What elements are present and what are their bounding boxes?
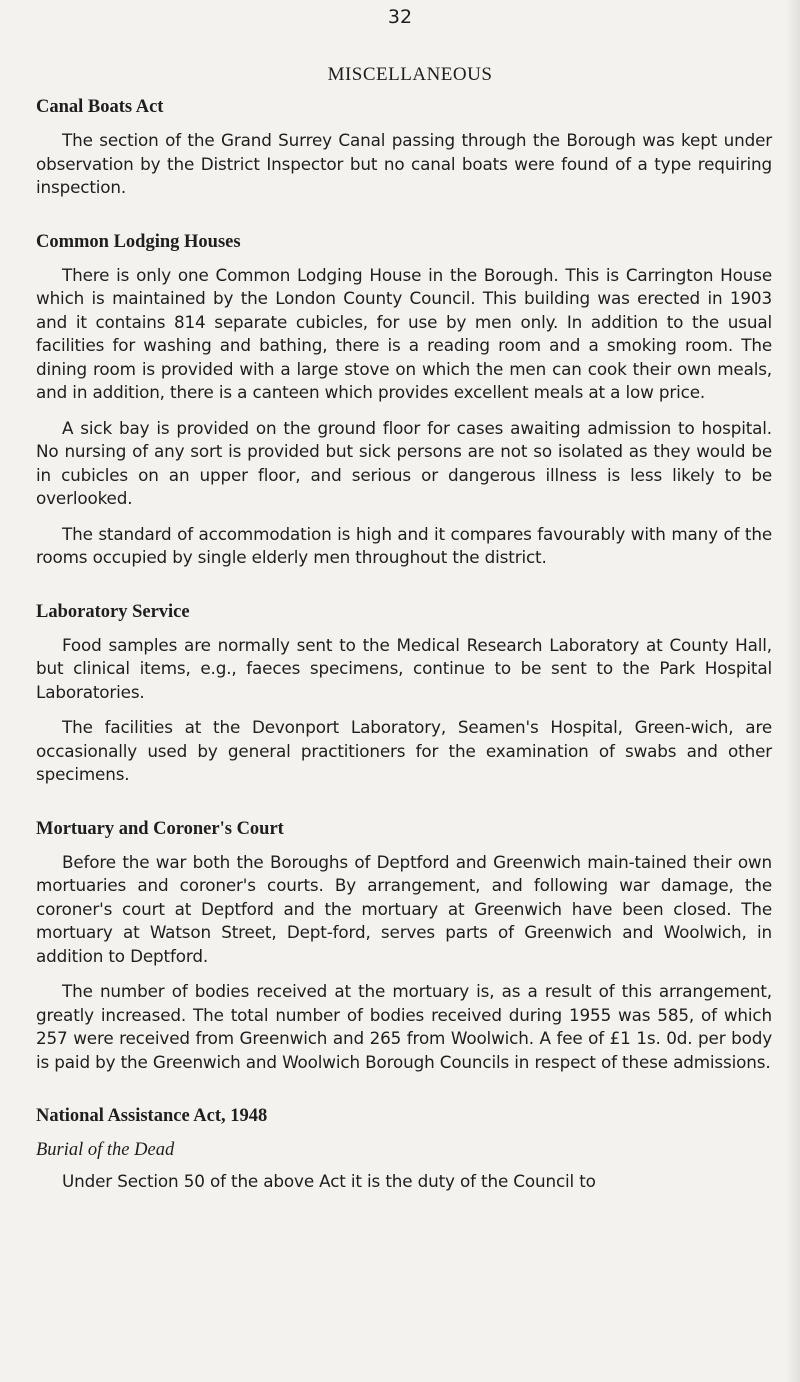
paragraph: A sick bay is provided on the ground floor for cases awaiting admission to hospital. No nursing of any sort is provided but sick persons are not so isolated as they would be in cubicles on an upper floor, and serious or dangerous illness is less likely to be overlooked.: [36, 417, 772, 508]
paragraph: The number of bodies received at the mortuary is, as a result of this arrangement, greatly increased. The total number of bodies received during 1955 was 585, of which 257 were received from Greenwich and 265 from Woolwich. A fee of £1 1s. 0d. per body is paid by the Greenwich and Woolwich Borough Councils in respect of these admissions.: [36, 981, 772, 1072]
section-laboratory-service: [36, 600, 772, 787]
paragraph: Food samples are normally sent to the Medical Research Laboratory at County Hall, but clinical items, e.g., faeces specimens, continue to be sent to the Park Hospital Laboratories.: [36, 634, 772, 702]
section-heading: Canal Boats Act: [36, 97, 164, 117]
paragraph: There is only one Common Lodging House in the Borough. This is Carrington House which is maintained by the London County Council. This building was erected in 1903 and it contains 814 separate cubicles, for use by men only. In addition to the usual facilities for washing and bathing, there is a reading room and a smoking room. The dining room is provided with a large stove on which the men can cook their own meals, and in addition, there is a canteen which provides excellent meals at a low price.: [36, 264, 772, 402]
section-common-lodging-houses: [36, 230, 772, 570]
page-title: MISCELLANEOUS: [327, 64, 493, 85]
section-heading: Common Lodging Houses: [36, 231, 241, 252]
paragraph: The standard of accommodation is high and it compares favourably with many of the rooms occupied by single elderly men throughout the district.: [36, 523, 772, 567]
section-heading: National Assistance Act, 1948: [36, 1106, 268, 1126]
section-national-assistance-act: [36, 1104, 772, 1194]
paragraph: Under Section 50 of the above Act it is the duty of the Council to: [62, 1171, 596, 1191]
section-heading: Laboratory Service: [36, 601, 190, 622]
page-number: 32: [387, 6, 413, 28]
page-edge-shadow: [786, 0, 800, 1382]
paragraph: The facilities at the Devonport Laboratory, Seamen's Hospital, Green-wich, are occasionally used by general practitioners for the examination of swabs and other specimens.: [36, 717, 772, 784]
paragraph: The section of the Grand Surrey Canal passing through the Borough was kept under observation by the District Inspector but no canal boats were found of a type requiring inspection.: [36, 130, 772, 197]
section-mortuary-coroners-court: [36, 817, 772, 1075]
page-content: [36, 95, 772, 1206]
paragraph: Before the war both the Boroughs of Deptford and Greenwich main-tained their own mortuaries and coroner's courts. By arrangement, and following war damage, the coroner's court at Deptford and the mortuary at Greenwich have been closed. The mortuary at Watson Street, Dept-ford, serves parts of Greenwich and Woolwich, in addition to Deptford.: [36, 851, 772, 966]
section-heading: Mortuary and Coroner's Court: [36, 818, 284, 839]
section-subheading: Burial of the Dead: [36, 1140, 175, 1160]
section-canal-boats-act: [36, 95, 772, 200]
